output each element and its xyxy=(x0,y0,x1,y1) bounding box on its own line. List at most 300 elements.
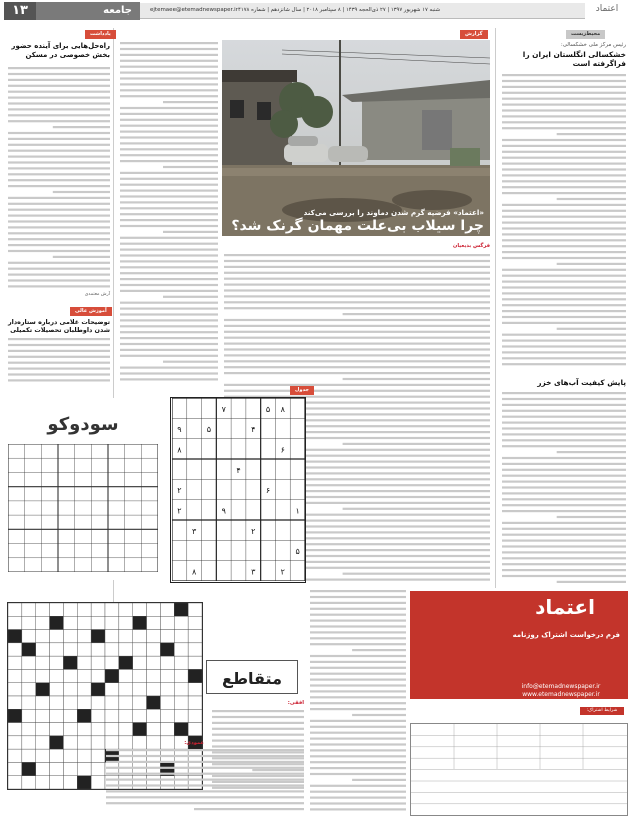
crossword-cell[interactable] xyxy=(119,643,133,656)
crossword-cell[interactable] xyxy=(77,736,91,749)
crossword-cell[interactable] xyxy=(133,669,147,682)
text-line xyxy=(502,174,626,176)
text-line xyxy=(224,301,490,303)
text-line xyxy=(502,304,626,306)
text-line xyxy=(8,238,110,240)
body-text-lines xyxy=(118,40,218,382)
text-line xyxy=(557,133,626,135)
text-line xyxy=(120,343,218,345)
text-line xyxy=(53,126,110,128)
text-line xyxy=(310,761,406,763)
edu-article-body xyxy=(6,336,110,386)
crossword-cell[interactable] xyxy=(22,656,36,669)
crossword-cell[interactable] xyxy=(91,643,105,656)
crossword-block xyxy=(174,603,188,616)
crossword-cell[interactable] xyxy=(63,669,77,682)
crossword-cell[interactable] xyxy=(50,776,64,789)
crossword-block xyxy=(63,656,77,669)
crossword-cell[interactable] xyxy=(105,630,119,643)
text-line xyxy=(502,427,626,429)
crossword-cell[interactable] xyxy=(8,762,22,775)
text-line xyxy=(502,322,626,324)
crossword-block xyxy=(36,683,50,696)
crossword-cell[interactable] xyxy=(133,709,147,722)
crossword-cell[interactable] xyxy=(63,630,77,643)
text-line xyxy=(310,808,406,810)
text-line xyxy=(502,545,626,547)
tag-education: آموزش عالی xyxy=(70,307,112,316)
crossword-cell[interactable] xyxy=(147,630,161,643)
crossword-cell[interactable] xyxy=(8,603,22,616)
crossword-cell[interactable] xyxy=(133,683,147,696)
text-line xyxy=(224,337,490,339)
crossword-block xyxy=(91,683,105,696)
text-line xyxy=(120,142,218,144)
body-text-lines xyxy=(6,336,110,386)
crossword-cell[interactable] xyxy=(8,656,22,669)
text-line xyxy=(343,313,490,315)
crossword-cell[interactable] xyxy=(91,656,105,669)
crossword-cell[interactable] xyxy=(22,736,36,749)
text-line xyxy=(502,233,626,235)
crossword-cell[interactable] xyxy=(160,669,174,682)
crossword-cell[interactable] xyxy=(119,696,133,709)
crossword-cell[interactable] xyxy=(22,603,36,616)
crossword-cell[interactable] xyxy=(188,709,202,722)
crossword-cell[interactable] xyxy=(77,696,91,709)
sudoku-digit: ۴ xyxy=(236,465,241,475)
flood-street-photo xyxy=(222,40,490,236)
crossword-cell[interactable] xyxy=(36,616,50,629)
crossword-cell[interactable] xyxy=(188,683,202,696)
crossword-cell[interactable] xyxy=(174,656,188,669)
text-line xyxy=(502,522,626,524)
crossword-cell[interactable] xyxy=(50,709,64,722)
byline: فرگس بدیعیان xyxy=(452,243,490,249)
text-line xyxy=(53,256,110,258)
super-headline: «اعتماد» فرضیه گرم شدن دماوند را بررسی می‌کند xyxy=(303,208,484,217)
crossword-cell[interactable] xyxy=(77,643,91,656)
text-line xyxy=(502,216,626,218)
text-line xyxy=(120,131,218,133)
bottom-center-article xyxy=(308,588,406,816)
crossword-cell[interactable] xyxy=(77,616,91,629)
text-line xyxy=(224,366,490,368)
crossword-cell[interactable] xyxy=(147,709,161,722)
crossword-cell[interactable] xyxy=(160,683,174,696)
ad-email[interactable]: info@etemadnewspaper.ir xyxy=(521,683,601,690)
text-line xyxy=(502,351,626,353)
crossword-cell[interactable] xyxy=(147,616,161,629)
column-rule xyxy=(495,28,496,588)
crossword-cell[interactable] xyxy=(174,696,188,709)
crossword-cell[interactable] xyxy=(160,709,174,722)
text-line xyxy=(502,163,626,165)
text-line xyxy=(502,540,626,542)
crossword-cell[interactable] xyxy=(22,696,36,709)
crossword-cell[interactable] xyxy=(174,683,188,696)
crossword-cell[interactable] xyxy=(50,603,64,616)
sudoku-digit: ۴ xyxy=(251,425,256,435)
crossword-cell[interactable] xyxy=(63,616,77,629)
text-line xyxy=(120,284,218,286)
crossword-cell[interactable] xyxy=(160,656,174,669)
crossword-cell[interactable] xyxy=(105,696,119,709)
crossword-cell[interactable] xyxy=(50,749,64,762)
crossword-cell[interactable] xyxy=(105,616,119,629)
crossword-cell[interactable] xyxy=(36,656,50,669)
text-line xyxy=(106,796,304,798)
text-line xyxy=(310,696,406,698)
crossword-cell[interactable] xyxy=(77,630,91,643)
sudoku-digit: ۱ xyxy=(295,506,300,516)
text-line xyxy=(120,66,218,68)
crossword-cell[interactable] xyxy=(77,603,91,616)
right-article-kicker: رئیس مرکز ملی خشکسالی: xyxy=(560,42,626,48)
crossword-cell[interactable] xyxy=(8,683,22,696)
crossword-cell[interactable] xyxy=(119,723,133,736)
crossword-cell[interactable] xyxy=(36,749,50,762)
text-line xyxy=(310,643,406,645)
crossword-cell[interactable] xyxy=(147,656,161,669)
text-line xyxy=(502,534,626,536)
crossword-cell[interactable] xyxy=(36,630,50,643)
text-line xyxy=(502,127,626,129)
subscription-form[interactable] xyxy=(410,723,628,816)
crossword-cell[interactable] xyxy=(160,616,174,629)
crossword-cell[interactable] xyxy=(50,630,64,643)
crossword-cell[interactable] xyxy=(77,723,91,736)
crossword-cell[interactable] xyxy=(147,669,161,682)
text-line xyxy=(343,443,490,445)
text-line xyxy=(502,227,626,229)
text-line xyxy=(120,254,218,256)
crossword-cell[interactable] xyxy=(8,669,22,682)
crossword-cell[interactable] xyxy=(22,683,36,696)
crossword-cell[interactable] xyxy=(188,603,202,616)
crossword-cell[interactable] xyxy=(63,776,77,789)
crossword-cell[interactable] xyxy=(22,723,36,736)
crossword-cell[interactable] xyxy=(77,669,91,682)
text-line xyxy=(8,156,110,158)
crossword-cell[interactable] xyxy=(91,616,105,629)
crossword-cell[interactable] xyxy=(63,643,77,656)
text-line xyxy=(310,679,406,681)
crossword-cell[interactable] xyxy=(119,709,133,722)
text-line xyxy=(502,115,626,117)
crossword-cell[interactable] xyxy=(22,616,36,629)
crossword-cell[interactable] xyxy=(77,749,91,762)
crossword-cell[interactable] xyxy=(91,669,105,682)
text-line xyxy=(120,172,218,174)
crossword-cell[interactable] xyxy=(22,749,36,762)
crossword-cell[interactable] xyxy=(50,643,64,656)
crossword-block xyxy=(119,656,133,669)
crossword-cell[interactable] xyxy=(105,603,119,616)
text-line xyxy=(502,168,626,170)
text-line xyxy=(502,563,626,565)
text-line xyxy=(502,475,626,477)
crossword-cell[interactable] xyxy=(133,696,147,709)
text-line xyxy=(120,249,218,251)
crossword-cell[interactable] xyxy=(63,709,77,722)
crossword-cell[interactable] xyxy=(36,669,50,682)
crossword-cell[interactable] xyxy=(133,656,147,669)
text-line xyxy=(557,328,626,330)
text-line xyxy=(224,354,490,356)
text-line xyxy=(8,179,110,181)
crossword-cell[interactable] xyxy=(22,776,36,789)
crossword-cell[interactable] xyxy=(50,656,64,669)
text-line xyxy=(106,749,304,751)
crossword-cell[interactable] xyxy=(188,723,202,736)
crossword-cell[interactable] xyxy=(174,616,188,629)
crossword-cell[interactable] xyxy=(91,603,105,616)
text-line xyxy=(8,344,110,346)
text-line xyxy=(120,77,218,79)
crossword-cell[interactable] xyxy=(188,643,202,656)
crossword-block xyxy=(22,762,36,775)
crossword-cell[interactable] xyxy=(147,603,161,616)
crossword-cell[interactable] xyxy=(50,723,64,736)
sudoku-grid-lines xyxy=(172,398,305,581)
crossword-cell[interactable] xyxy=(36,709,50,722)
crossword-cell[interactable] xyxy=(63,723,77,736)
text-line xyxy=(310,620,406,622)
text-line xyxy=(8,350,110,352)
text-line xyxy=(120,207,218,209)
masthead-logo: اعتماد xyxy=(595,4,619,14)
crossword-cell[interactable] xyxy=(105,683,119,696)
text-line xyxy=(310,673,406,675)
crossword-cell[interactable] xyxy=(160,603,174,616)
crossword-cell[interactable] xyxy=(174,643,188,656)
crossword-cell[interactable] xyxy=(36,643,50,656)
sudoku-title: سودوکو xyxy=(47,414,119,435)
text-line xyxy=(502,86,626,88)
text-line xyxy=(106,755,304,757)
crossword-cell[interactable] xyxy=(147,643,161,656)
text-line xyxy=(352,714,406,716)
tag-table: جدول xyxy=(290,386,314,395)
text-line xyxy=(106,784,304,786)
text-line xyxy=(310,732,406,734)
crossword-cell[interactable] xyxy=(8,749,22,762)
crossword-cell[interactable] xyxy=(91,696,105,709)
text-line xyxy=(8,338,110,340)
crossword-cell[interactable] xyxy=(91,723,105,736)
crossword-cell[interactable] xyxy=(105,723,119,736)
crossword-cell[interactable] xyxy=(8,643,22,656)
section-email[interactable]: ejtemaee@etemadnewspaper.ir xyxy=(150,7,238,13)
crossword-cell[interactable] xyxy=(63,696,77,709)
ad-title: فرم درخواست اشتراک روزنامه xyxy=(512,631,620,639)
text-line xyxy=(224,289,490,291)
crossword-cell[interactable] xyxy=(36,696,50,709)
text-line xyxy=(502,192,626,194)
crossword-cell[interactable] xyxy=(133,630,147,643)
crossword-cell[interactable] xyxy=(8,736,22,749)
crossword-cell[interactable] xyxy=(133,603,147,616)
text-line xyxy=(224,266,490,268)
right-subarticle-body xyxy=(500,390,626,586)
crossword-cell[interactable] xyxy=(160,696,174,709)
text-line xyxy=(502,416,626,418)
crossword-cell[interactable] xyxy=(63,683,77,696)
crossword-cell[interactable] xyxy=(36,603,50,616)
crossword-cell[interactable] xyxy=(50,696,64,709)
text-line xyxy=(120,160,218,162)
text-line xyxy=(310,661,406,663)
text-line xyxy=(310,637,406,639)
text-line xyxy=(502,145,626,147)
text-line xyxy=(502,139,626,141)
text-line xyxy=(120,72,218,74)
crossword-cell[interactable] xyxy=(8,616,22,629)
crossword-block xyxy=(77,709,91,722)
crossword-cell[interactable] xyxy=(36,736,50,749)
text-line xyxy=(194,808,304,810)
text-line xyxy=(224,295,490,297)
text-line xyxy=(310,797,406,799)
crossword-cell[interactable] xyxy=(22,669,36,682)
text-line xyxy=(310,614,406,616)
text-line xyxy=(163,101,218,103)
text-line xyxy=(310,738,406,740)
crossword-cell[interactable] xyxy=(77,683,91,696)
crossword-cell[interactable] xyxy=(188,696,202,709)
crossword-cell[interactable] xyxy=(119,616,133,629)
crossword-cell[interactable] xyxy=(77,762,91,775)
crossword-cell[interactable] xyxy=(91,749,105,762)
crossword-cell[interactable] xyxy=(63,762,77,775)
page-number: ۱۳ xyxy=(4,2,36,20)
crossword-cell[interactable] xyxy=(188,616,202,629)
crossword-cell[interactable] xyxy=(63,603,77,616)
crossword-cell[interactable] xyxy=(91,762,105,775)
crossword-cell[interactable] xyxy=(105,656,119,669)
text-line xyxy=(343,378,490,380)
text-line xyxy=(120,266,218,268)
crossword-cell[interactable] xyxy=(119,603,133,616)
crossword-cell[interactable] xyxy=(36,776,50,789)
crossword-cell[interactable] xyxy=(50,669,64,682)
text-line xyxy=(8,102,110,104)
sudoku-digit: ۶ xyxy=(280,445,285,455)
left-article-author: آرش معتمدی xyxy=(84,292,110,297)
text-line xyxy=(120,272,218,274)
crossword-cell[interactable] xyxy=(174,669,188,682)
crossword-cell[interactable] xyxy=(105,643,119,656)
text-line xyxy=(502,186,626,188)
middle-left-article-body xyxy=(118,40,218,382)
text-line xyxy=(502,569,626,571)
tag-environment: محیط‌زیست xyxy=(566,30,605,39)
crossword-block xyxy=(91,630,105,643)
text-line xyxy=(8,185,110,187)
crossword-cell[interactable] xyxy=(133,643,147,656)
crossword-cell[interactable] xyxy=(105,709,119,722)
crossword-block xyxy=(8,630,22,643)
crossword-cell[interactable] xyxy=(8,723,22,736)
sudoku-grid[interactable] xyxy=(170,397,306,583)
crossword-cell[interactable] xyxy=(36,723,50,736)
crossword-cell[interactable] xyxy=(8,696,22,709)
text-line xyxy=(502,481,626,483)
left-article-headline: راه‌حل‌هایی برای آینده حضور بخش خصوصی در مسکن xyxy=(11,42,110,59)
ad-site[interactable]: www.etemadnewspaper.ir xyxy=(522,691,600,698)
text-line xyxy=(502,151,626,153)
text-line xyxy=(310,684,406,686)
text-line xyxy=(8,203,110,205)
text-line xyxy=(502,392,626,394)
edu-article-headline: توضیحات غلامی درباره ستاره‌دار شدن داوطلبان تحصیلات تکمیلی xyxy=(7,318,110,334)
crossword-cell[interactable] xyxy=(188,656,202,669)
text-line xyxy=(502,180,626,182)
text-line xyxy=(502,204,626,206)
crossword-cell[interactable] xyxy=(188,630,202,643)
ad-logo: اعتماد xyxy=(535,595,595,619)
text-line xyxy=(310,702,406,704)
crossword-cell[interactable] xyxy=(160,723,174,736)
subscription-ad xyxy=(410,591,628,816)
crossword-cell[interactable] xyxy=(50,683,64,696)
crossword-cell[interactable] xyxy=(160,630,174,643)
text-line xyxy=(502,245,626,247)
text-line xyxy=(310,802,406,804)
text-line xyxy=(310,755,406,757)
crossword-block xyxy=(50,736,64,749)
text-line xyxy=(310,631,406,633)
text-line xyxy=(310,590,406,592)
crossword-cell[interactable] xyxy=(147,683,161,696)
crossword-cell[interactable] xyxy=(36,762,50,775)
crossword-cell[interactable] xyxy=(91,736,105,749)
page-header xyxy=(0,0,630,22)
crossword-cell[interactable] xyxy=(147,723,161,736)
crossword-cell[interactable] xyxy=(91,709,105,722)
crossword-cell[interactable] xyxy=(63,736,77,749)
sudoku-digit: ۲ xyxy=(251,526,256,536)
text-line xyxy=(310,720,406,722)
crossword-cell[interactable] xyxy=(77,656,91,669)
crossword-cell[interactable] xyxy=(174,709,188,722)
text-line xyxy=(120,154,218,156)
crossword-block xyxy=(174,723,188,736)
text-line xyxy=(502,445,626,447)
sudoku-digit: ۳ xyxy=(251,567,256,577)
crossword-cell[interactable] xyxy=(8,776,22,789)
text-line xyxy=(502,98,626,100)
text-line xyxy=(502,222,626,224)
crossword-cell[interactable] xyxy=(119,669,133,682)
text-line xyxy=(120,201,218,203)
clues-vertical xyxy=(104,747,304,815)
text-line xyxy=(502,510,626,512)
text-line xyxy=(163,231,218,233)
crossword-block xyxy=(147,696,161,709)
crossword-cell[interactable] xyxy=(63,749,77,762)
crossword-cell[interactable] xyxy=(119,630,133,643)
crossword-cell[interactable] xyxy=(50,762,64,775)
crossword-cell[interactable] xyxy=(119,683,133,696)
crossword-cell[interactable] xyxy=(22,709,36,722)
sudoku-digit: ۵ xyxy=(206,425,212,435)
crossword-cell[interactable] xyxy=(174,630,188,643)
crossword-cell[interactable] xyxy=(22,630,36,643)
crossword-cell[interactable] xyxy=(91,776,105,789)
ad-conditions: شرایط اشتراک: xyxy=(580,707,624,715)
